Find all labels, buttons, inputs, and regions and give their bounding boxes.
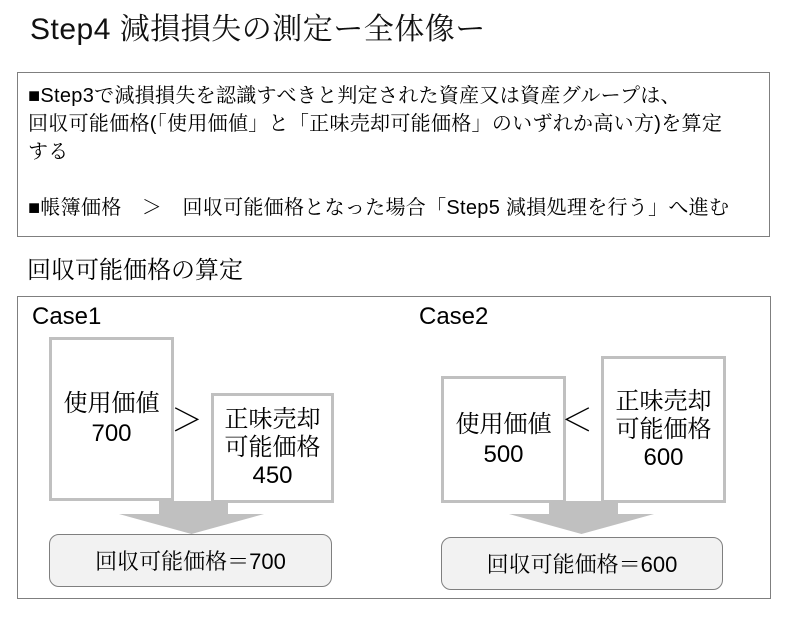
box-label: 正味売却 bbox=[615, 387, 712, 415]
case1-comparator: ＞ bbox=[170, 402, 203, 438]
box-label: 使用価値 bbox=[455, 410, 552, 438]
box-value: 450 bbox=[252, 462, 293, 489]
box-label: 可能価格 bbox=[224, 434, 321, 461]
down-arrow-icon bbox=[509, 501, 654, 534]
summary-line: する bbox=[28, 141, 69, 163]
summary-line: ■Step3で減損損失を認識すべきと判定された資産又は資産グループは、 bbox=[28, 85, 681, 107]
case2-result-box bbox=[441, 537, 723, 590]
box-value: 700 bbox=[91, 420, 132, 447]
down-arrow-icon bbox=[119, 501, 264, 534]
slide-title: Step4 減損損失の測定ー全体像ー bbox=[30, 13, 486, 46]
case2-net-selling-price-box bbox=[601, 356, 726, 503]
result-label: 回収可能価格＝600 bbox=[486, 552, 678, 577]
case2-value-in-use-box bbox=[441, 376, 566, 503]
box-value: 500 bbox=[483, 440, 524, 468]
box-value: 600 bbox=[643, 443, 684, 471]
case2-label: Case2 bbox=[419, 303, 489, 330]
result-label: 回収可能価格＝700 bbox=[95, 549, 286, 574]
section-heading: 回収可能価格の算定 bbox=[27, 257, 243, 284]
box-label: 可能価格 bbox=[615, 415, 712, 443]
summary-line-blank bbox=[28, 166, 769, 194]
summary-line: ■帳簿価格 ＞ 回収可能価格となった場合「Step5 減損処理を行う」へ進む bbox=[28, 197, 730, 219]
case1-result-box bbox=[49, 534, 332, 587]
summary-box bbox=[17, 72, 770, 237]
diagram-panel bbox=[17, 296, 771, 599]
case1-net-selling-price-box bbox=[211, 393, 334, 503]
box-label: 使用価値 bbox=[63, 390, 160, 417]
case1-label: Case1 bbox=[32, 303, 102, 330]
case2-comparator: ＜ bbox=[560, 402, 593, 438]
summary-line: 回収可能価格(「使用価値」と「正味売却可能価格」のいずれか高い方)を算定 bbox=[28, 113, 723, 135]
box-label: 正味売却 bbox=[224, 406, 321, 433]
case1-value-in-use-box bbox=[49, 337, 174, 501]
